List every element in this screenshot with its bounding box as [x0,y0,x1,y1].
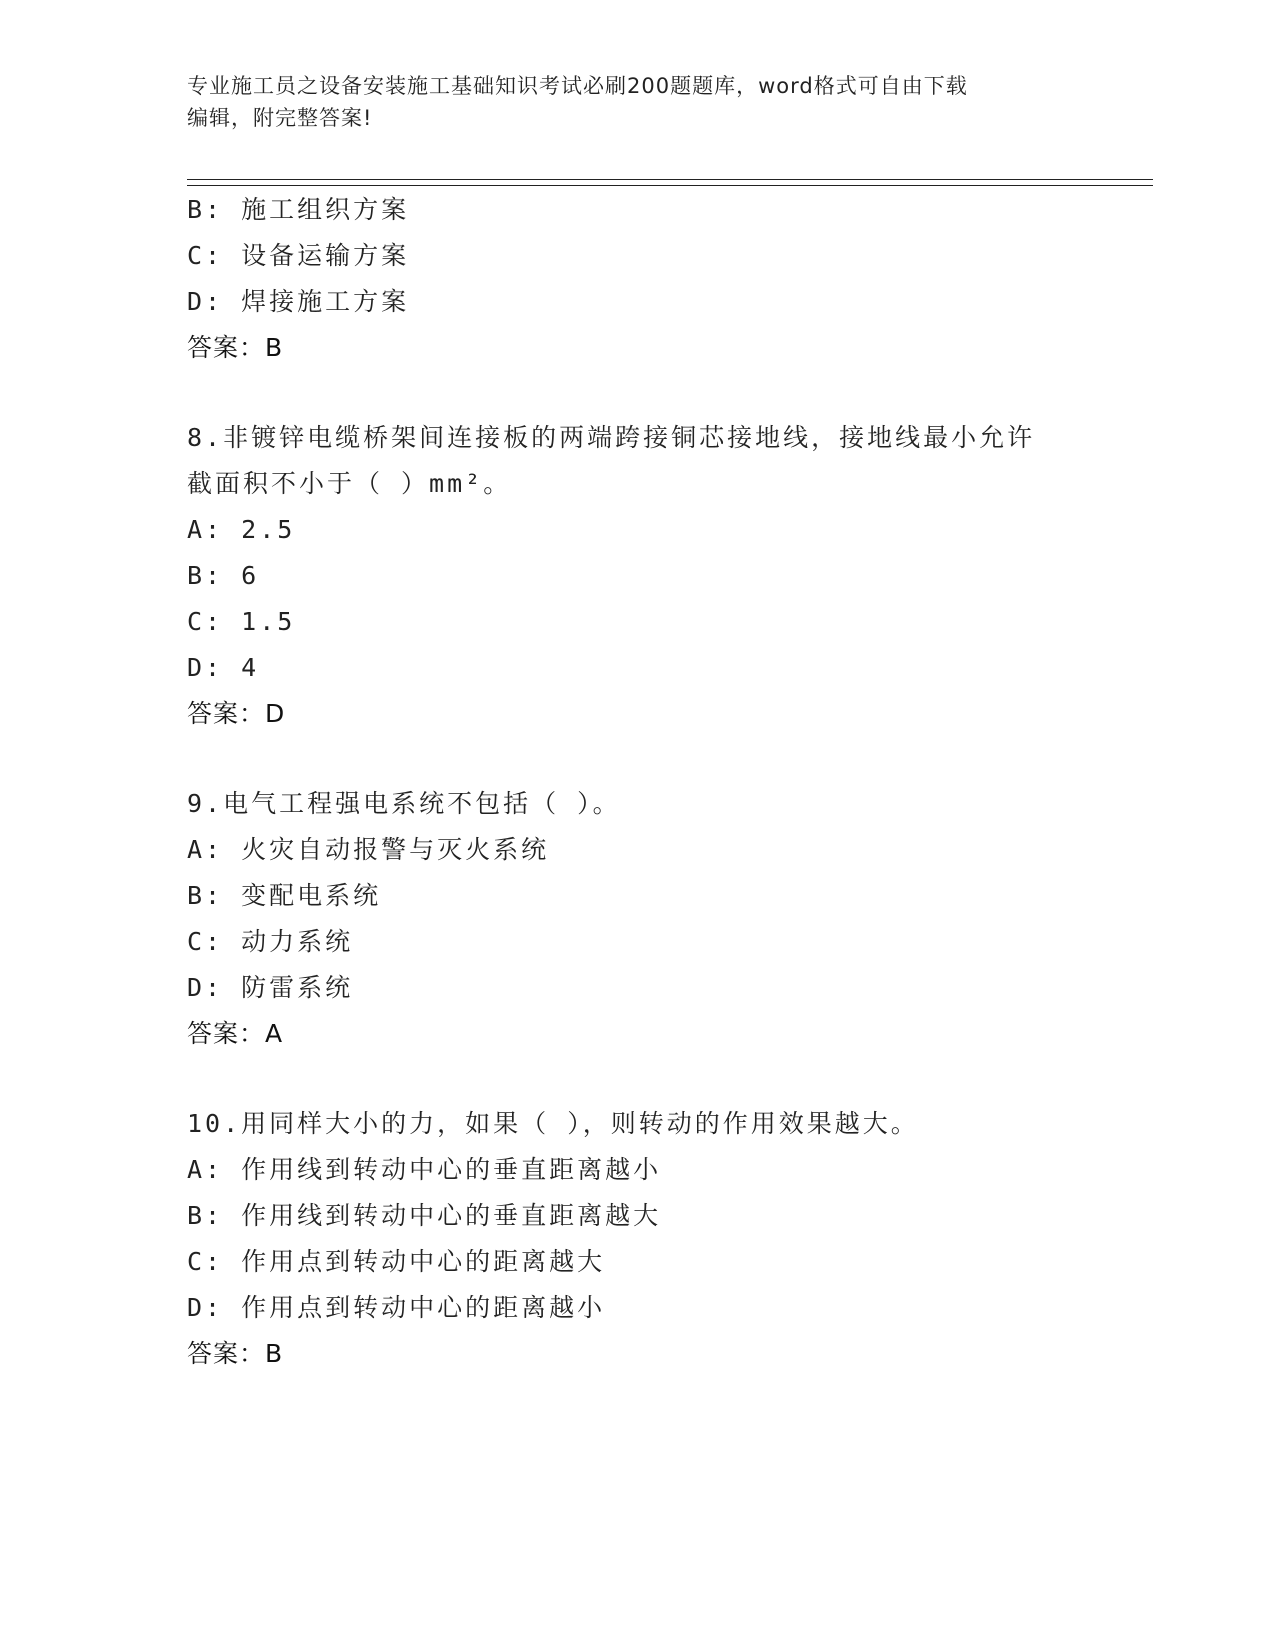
question-stem-line-1: 8.非镀锌电缆桥架间连接板的两端跨接铜芯接地线，接地线最小允许 [187,423,1036,452]
document-header [187,70,1087,134]
question-9 [187,781,1147,1057]
spacer [187,1057,1147,1101]
option-b: B: 作用线到转动中心的垂直距离越大 [187,1201,662,1230]
spacer [187,737,1147,781]
option-d: D: 防雷系统 [187,973,354,1002]
answer-line: 答案：B [187,333,284,362]
question-stem-line-2: 截面积不小于（ ）mm²。 [187,469,512,498]
answer-line: 答案：A [187,1019,284,1048]
option-a: A: 火灾自动报警与灭火系统 [187,835,550,864]
answer-line: 答案：D [187,699,286,728]
option-b: B: 施工组织方案 [187,195,410,224]
option-b: B: 6 [187,561,260,590]
option-c: C: 动力系统 [187,927,354,956]
question-8 [187,415,1147,737]
header-divider [187,179,1153,186]
header-line-2: 编辑，附完整答案! [187,106,373,130]
option-d: D: 4 [187,653,260,682]
option-a: A: 作用线到转动中心的垂直距离越小 [187,1155,662,1184]
option-a: A: 2.5 [187,515,296,544]
option-d: D: 作用点到转动中心的距离越小 [187,1293,606,1322]
option-c: C: 作用点到转动中心的距离越大 [187,1247,606,1276]
question-10 [187,1101,1147,1377]
option-c: C: 1.5 [187,607,296,636]
question-list [187,187,1147,1377]
option-d: D: 焊接施工方案 [187,287,410,316]
question-stem: 10.用同样大小的力，如果（ ），则转动的作用效果越大。 [187,1109,919,1138]
option-c: C: 设备运输方案 [187,241,410,270]
option-b: B: 变配电系统 [187,881,382,910]
question-7 [187,187,1147,371]
header-line-1: 专业施工员之设备安装施工基础知识考试必刷200题题库，word格式可自由下载 [187,74,968,98]
question-stem: 9.电气工程强电系统不包括（ ）。 [187,789,621,818]
spacer [187,371,1147,415]
answer-line: 答案：B [187,1339,284,1368]
